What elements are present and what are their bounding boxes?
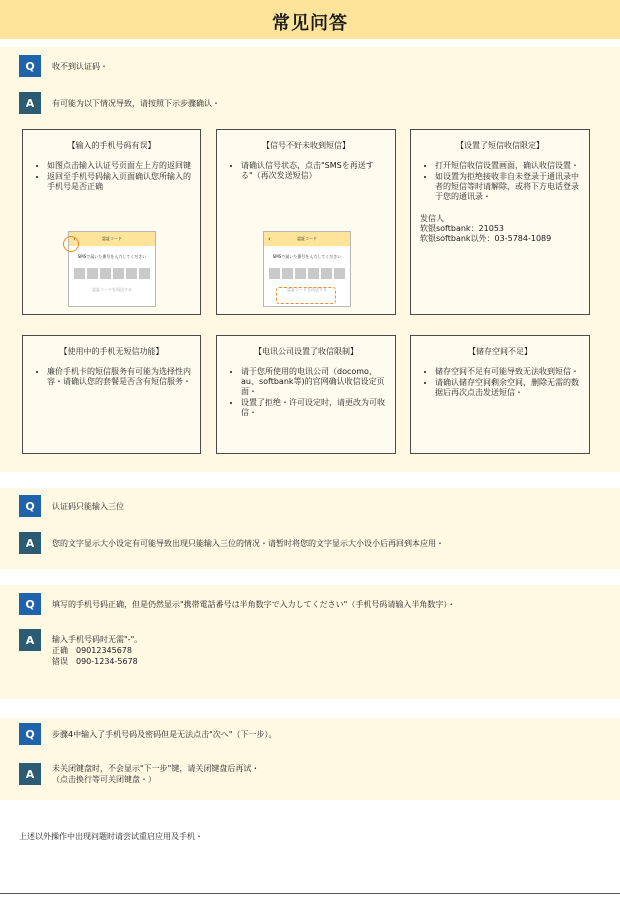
card-item: • 如设置为拒绝接收非自未登录于通讯录中者的短信等时请解除，或将下方电话登录于您的通讯录・	[435, 172, 581, 202]
question-text: 认证码只能输入三位	[52, 501, 124, 511]
phone-screenshot	[263, 231, 351, 307]
phone-message: SMSで届いた番号を入力してください	[272, 254, 342, 259]
card-storage-full	[410, 335, 590, 454]
answer-row	[19, 763, 259, 785]
phone-title-bar	[264, 232, 350, 246]
card-title: 【电讯公司设置了收信限制】	[254, 347, 358, 356]
card-title: 【信号不好未收到短信】	[262, 141, 350, 150]
code-input-boxes	[69, 268, 155, 279]
page-title: 常见问答	[272, 13, 348, 34]
answer-line: 输入手机号码时无需"-"。	[52, 635, 143, 644]
answer-text: 您的文字显示大小设定有可能导致出现只能输入三位的情况・请暂时将您的文字显示大小设小后再回到本应用・	[52, 538, 444, 548]
phone-title-bar	[69, 232, 155, 246]
answer-badge: A	[19, 629, 41, 651]
answer-line: 错误 090-1234-5678	[52, 657, 138, 666]
card-no-sms-function	[22, 335, 201, 454]
answer-row	[19, 532, 444, 554]
back-arrow-icon: ‹	[268, 235, 271, 243]
sender-softbank: 软银softbank：21053	[420, 224, 505, 233]
card-item: • 廉价手机卡的短信服务有可能为选择性内容・请确认您的套餐是否含有短信服务・	[47, 367, 192, 387]
card-wrong-number	[22, 129, 201, 315]
card-item: • 返回至手机号码输入页面确认您所输入的手机号是否正确	[47, 172, 192, 192]
footer-note: 上述以外操作中出现问题时请尝试重启应用及手机・	[19, 832, 203, 841]
faq-section-4	[0, 718, 620, 800]
card-carrier-restriction	[216, 335, 396, 454]
answer-badge: A	[19, 92, 41, 114]
card-item: • 请于您所使用的电讯公司（docomo、au、softbank等)的官网确认收信设定页面・	[241, 367, 387, 397]
answer-line: 正确 09012345678	[52, 646, 132, 655]
card-title: 【设置了短信收信限定】	[456, 141, 544, 150]
card-item: • 请确认储存空间剩余空间，删除无需的数据后再次点击发送短信・	[435, 378, 581, 398]
card-item: • 请确认信号状态，点击"SMSを再送する"（再次发送短信）	[241, 161, 387, 181]
question-badge: Q	[19, 593, 41, 615]
back-arrow-icon: ‹	[73, 235, 76, 243]
card-item: • 设置了拒绝・许可设定时，请更改为可收信・	[241, 398, 387, 418]
card-item: • 打开短信收信设置画面，确认收信设置・	[435, 161, 581, 171]
question-row	[19, 593, 455, 615]
answer-badge: A	[19, 763, 41, 785]
question-row	[19, 495, 124, 517]
phone-title: 認証コード	[297, 236, 317, 241]
sender-other: 软银softbank以外：03-5784-1089	[420, 234, 552, 243]
phone-screenshot	[68, 231, 156, 307]
phone-message: SMSで届いた番号を入力してください	[77, 254, 147, 259]
question-badge: Q	[19, 495, 41, 517]
answer-text	[52, 634, 142, 667]
highlight-circle	[63, 236, 79, 252]
answer-badge: A	[19, 532, 41, 554]
faq-section-3	[0, 585, 620, 699]
highlight-dashed-box	[276, 287, 336, 304]
phone-resend-link: 認証コードを再送する	[92, 287, 132, 292]
card-weak-signal	[216, 129, 396, 315]
card-item: • 储存空间不足有可能导致无法收到短信・	[435, 367, 581, 377]
question-text: 填写的手机号码正确，但是仍然显示"携帯電話番号は半角数字で入力してください"（手机号码请输入半角数字）・	[52, 599, 456, 609]
bottom-divider	[0, 893, 620, 894]
code-input-boxes	[264, 268, 350, 279]
question-row	[19, 55, 108, 77]
question-text: 步骤4中输入了手机号码及密码但是无法点击"次へ"（下一步）。	[52, 729, 277, 739]
question-text: 收不到认证码・	[52, 61, 108, 71]
sender-label: 发信人	[420, 214, 444, 223]
faq-section-1	[0, 47, 620, 472]
page-header	[0, 0, 620, 39]
phone-resend-link: 認証コードを再送する	[287, 287, 327, 292]
question-badge: Q	[19, 55, 41, 77]
answer-text: 有可能为以下情况导致，请按照下示步骤确认・	[52, 98, 220, 108]
card-sms-filter	[410, 129, 590, 315]
card-title: 【使用中的手机无短信功能】	[59, 347, 164, 356]
answer-text: 未关闭键盘时，不会显示"下一步"键，请关闭键盘后再试・ （点击换行等可关闭键盘・）	[52, 764, 260, 784]
question-row	[19, 723, 276, 745]
card-title: 【储存空间不足】	[468, 347, 532, 356]
card-title: 【输入的手机号码有误】	[67, 141, 156, 150]
faq-section-2	[0, 488, 620, 569]
sender-info	[419, 214, 581, 244]
card-item: • 如图点击输入认证号页面左上方的返回键	[47, 161, 192, 171]
answer-row	[19, 629, 142, 667]
phone-title: 認証コード	[102, 236, 122, 241]
answer-row	[19, 92, 220, 114]
question-badge: Q	[19, 723, 41, 745]
